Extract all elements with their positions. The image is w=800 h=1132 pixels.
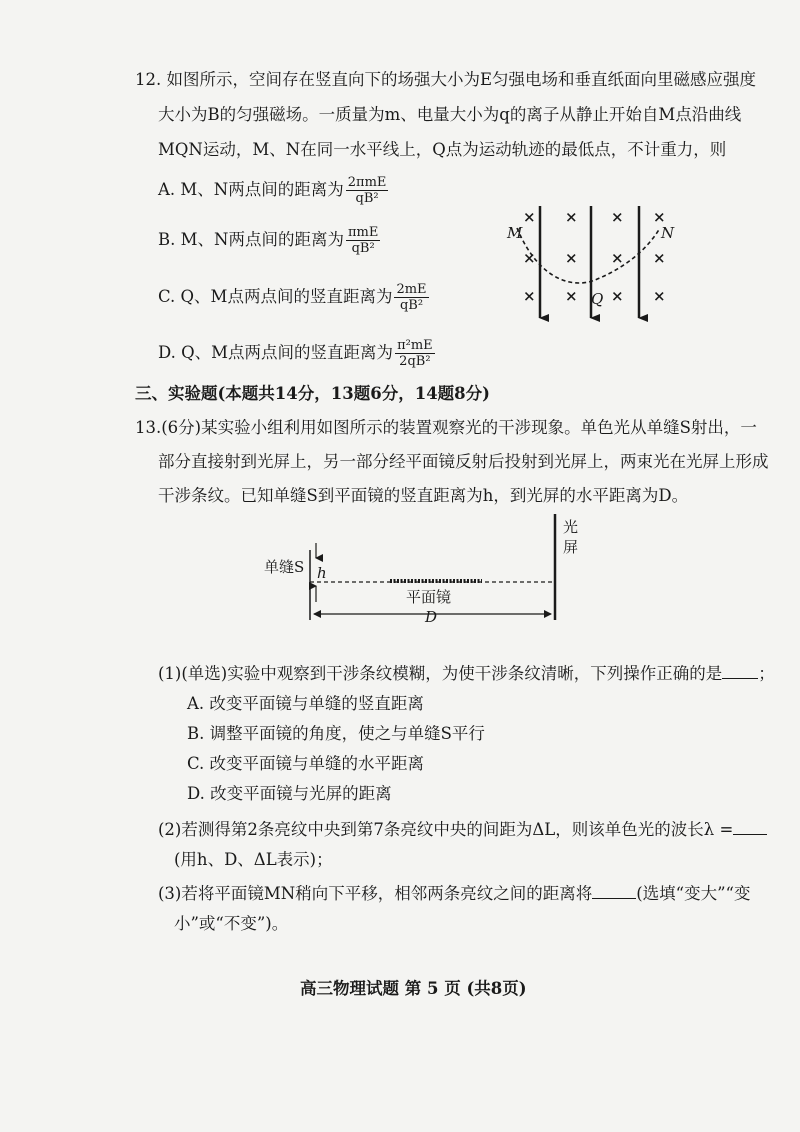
cross-4: × — [653, 208, 666, 226]
q13-sub-3-text-a: (3)若将平面镜MN稍向下平移，相邻两条亮纹之间的距离将 — [158, 884, 593, 903]
q12-option-b-text: B. M、N两点间的距离为 — [158, 230, 344, 249]
q13-sub-2-blank[interactable] — [733, 818, 767, 835]
q13-sub-3 — [158, 882, 750, 904]
screen-label-1: 光 — [563, 518, 579, 536]
q13-line-2: 部分直接射到光屏上，另一部分经平面镜反射后投射到光屏上，两束光在光屏上形成 — [158, 452, 769, 471]
d-label: D — [425, 608, 438, 626]
q13-sub-2-line-2: (用h、D、ΔL表示)； — [174, 850, 333, 869]
q12-option-a-denominator: qB² — [355, 191, 379, 206]
q12-option-d — [158, 338, 435, 369]
q12-option-d-numerator: π²mE — [397, 338, 433, 353]
cross-9: × — [523, 287, 536, 305]
label-m: M — [507, 224, 523, 242]
q12-option-c-fraction — [394, 282, 428, 313]
q12-option-a-numerator: 2πmE — [347, 175, 387, 190]
q13-sub-1-end: ； — [758, 664, 775, 683]
q13-line-3: 干涉条纹。已知单缝S到平面镜的竖直距离为h，到光屏的水平距离为D。 — [158, 486, 689, 505]
page-footer: 高三物理试题 第 5 页 (共8页) — [300, 979, 527, 998]
q13-sub-2 — [158, 818, 767, 840]
q13-sub-1-option-b: B. 调整平面镜的角度，使之与单缝S平行 — [187, 724, 485, 743]
screen-label-2: 屏 — [563, 538, 579, 556]
cross-6: × — [565, 249, 578, 267]
q12-option-c-text: C. Q、M点两点间的竖直距离为 — [158, 287, 393, 306]
q13-sub-1 — [158, 662, 775, 684]
cross-2: × — [565, 208, 578, 226]
q12-option-c-numerator: 2mE — [396, 282, 427, 297]
q13-sub-1-blank[interactable] — [722, 662, 758, 679]
cross-1: × — [523, 208, 536, 226]
label-n: N — [661, 224, 675, 242]
q13-sub-3-text-b: (选填“变大”“变 — [636, 884, 751, 903]
h-label: h — [317, 564, 327, 582]
q13-sub-1-text: (1)(单选)实验中观察到干涉条纹模糊，为使干涉条纹清晰，下列操作正确的是 — [158, 664, 723, 683]
q12-option-d-denominator: 2qB² — [399, 354, 431, 369]
q12-option-a-fraction — [346, 175, 389, 206]
q12-option-b-denominator: qB² — [351, 241, 375, 256]
q12-field-figure — [495, 198, 695, 328]
label-q: Q — [591, 290, 604, 308]
q13-line-1: 13.(6分)某实验小组利用如图所示的装置观察光的干涉现象。单色光从单缝S射出，一 — [135, 418, 757, 437]
cross-8: × — [653, 249, 666, 267]
q12-option-a — [158, 175, 388, 206]
q12-option-c-denominator: qB² — [399, 298, 424, 313]
q12-option-b-fraction — [346, 225, 380, 256]
q12-option-d-text: D. Q、M点两点间的竖直距离为 — [158, 343, 394, 362]
cross-3: × — [611, 208, 624, 226]
q12-option-a-text: A. M、N两点间的距离为 — [158, 180, 344, 199]
q12-option-c — [158, 282, 429, 313]
cross-11: × — [611, 287, 624, 305]
q13-sub-2-text: (2)若测得第2条亮纹中央到第7条亮纹中央的间距为ΔL，则该单色光的波长λ = — [158, 820, 734, 839]
q13-apparatus-figure — [260, 510, 600, 630]
cross-12: × — [653, 287, 666, 305]
cross-5: × — [523, 249, 536, 267]
q13-sub-1-option-a: A. 改变平面镜与单缝的竖直距离 — [187, 694, 424, 713]
q13-sub-3-line-2: 小”或“不变”)。 — [174, 914, 289, 933]
q12-line-2: 大小为B的匀强磁场。一质量为m、电量大小为q的离子从静止开始自M点沿曲线 — [158, 105, 742, 124]
q12-option-d-fraction — [395, 338, 435, 369]
cross-7: × — [611, 249, 624, 267]
q13-sub-3-blank[interactable] — [592, 882, 636, 899]
q12-option-b — [158, 225, 380, 256]
q13-sub-1-option-d: D. 改变平面镜与光屏的距离 — [187, 784, 392, 803]
q12-option-b-numerator: πmE — [347, 225, 379, 240]
q13-sub-1-option-c: C. 改变平面镜与单缝的水平距离 — [187, 754, 425, 773]
q12-line-1: 12. 如图所示，空间存在竖直向下的场强大小为E匀强电场和垂直纸面向里磁感应强度 — [135, 70, 757, 89]
slit-label: 单缝S — [264, 558, 305, 576]
q12-line-3: MQN运动，M、N在同一水平线上，Q点为运动轨迹的最低点，不计重力，则 — [158, 140, 727, 159]
section-3-title: 三、实验题(本题共14分，13题6分，14题8分) — [135, 384, 490, 403]
cross-10: × — [565, 287, 578, 305]
mirror-label: 平面镜 — [406, 588, 452, 606]
